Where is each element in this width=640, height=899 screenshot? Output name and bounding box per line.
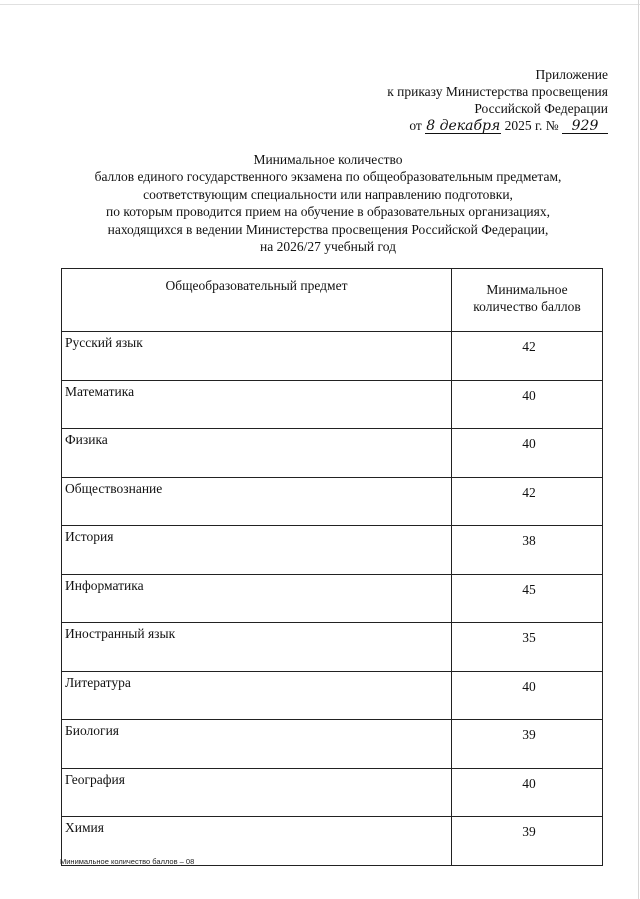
title-line: Минимальное количество (253, 152, 403, 167)
scan-edge-line (0, 4, 640, 5)
order-prefix: от (409, 118, 422, 133)
document-title (40, 151, 616, 255)
subject-cell: Информатика (62, 574, 452, 623)
table-row (62, 380, 603, 429)
table-row (62, 623, 603, 672)
appendix-label: Приложение (535, 67, 608, 82)
score-cell: 42 (452, 477, 603, 526)
title-line: соответствующим специальности или направлению подготовки, (143, 186, 513, 202)
subject-cell: Иностранный язык (62, 623, 452, 672)
table-body (62, 332, 603, 866)
appendix-header (387, 66, 608, 134)
order-date-line (387, 117, 608, 134)
table-row (62, 526, 603, 575)
table-row (62, 429, 603, 478)
scan-right-edge (638, 0, 639, 899)
header-score-line2: количество баллов (473, 299, 581, 314)
subject-cell: Литература (62, 671, 452, 720)
title-line: на 2026/27 учебный год (260, 239, 396, 255)
title-line: находящихся в ведении Министерства просвещения Российской Федерации, (107, 221, 549, 237)
score-cell: 40 (452, 380, 603, 429)
score-cell: 40 (452, 429, 603, 478)
score-cell: 38 (452, 526, 603, 575)
subject-cell: Русский язык (62, 332, 452, 381)
score-cell: 39 (452, 817, 603, 866)
subject-cell: Математика (62, 380, 452, 429)
order-year: 2025 г. № (504, 118, 559, 133)
table-row (62, 720, 603, 769)
header-score (452, 269, 603, 332)
footer-note: Минимальное количество баллов – 08 (60, 857, 195, 866)
title-line: по которым проводится прием на обучение в образовательных организациях, (105, 204, 550, 220)
title-line: баллов единого государственного экзамена по общеобразовательным предметам, (94, 169, 562, 185)
header-subject: Общеобразовательный предмет (62, 269, 452, 332)
order-number-handwritten: 929 (562, 119, 608, 134)
subject-cell: Химия (62, 817, 452, 866)
subject-cell: Биология (62, 720, 452, 769)
subject-cell: Физика (62, 429, 452, 478)
score-cell: 45 (452, 574, 603, 623)
score-cell: 42 (452, 332, 603, 381)
order-date-handwritten: 8 декабря (426, 118, 501, 134)
score-cell: 39 (452, 720, 603, 769)
subject-cell: История (62, 526, 452, 575)
table-row (62, 574, 603, 623)
subject-cell: География (62, 768, 452, 817)
table-row (62, 768, 603, 817)
table-row (62, 477, 603, 526)
table-row (62, 332, 603, 381)
score-cell: 40 (452, 671, 603, 720)
score-cell: 40 (452, 768, 603, 817)
table-row (62, 671, 603, 720)
appendix-federation: Российской Федерации (474, 101, 608, 116)
table-header-row (62, 269, 603, 332)
scores-table (61, 268, 603, 866)
header-score-line1: Минимальное (486, 282, 568, 297)
score-cell: 35 (452, 623, 603, 672)
appendix-order-ref: к приказу Министерства просвещения (387, 84, 608, 99)
subject-cell: Обществознание (62, 477, 452, 526)
